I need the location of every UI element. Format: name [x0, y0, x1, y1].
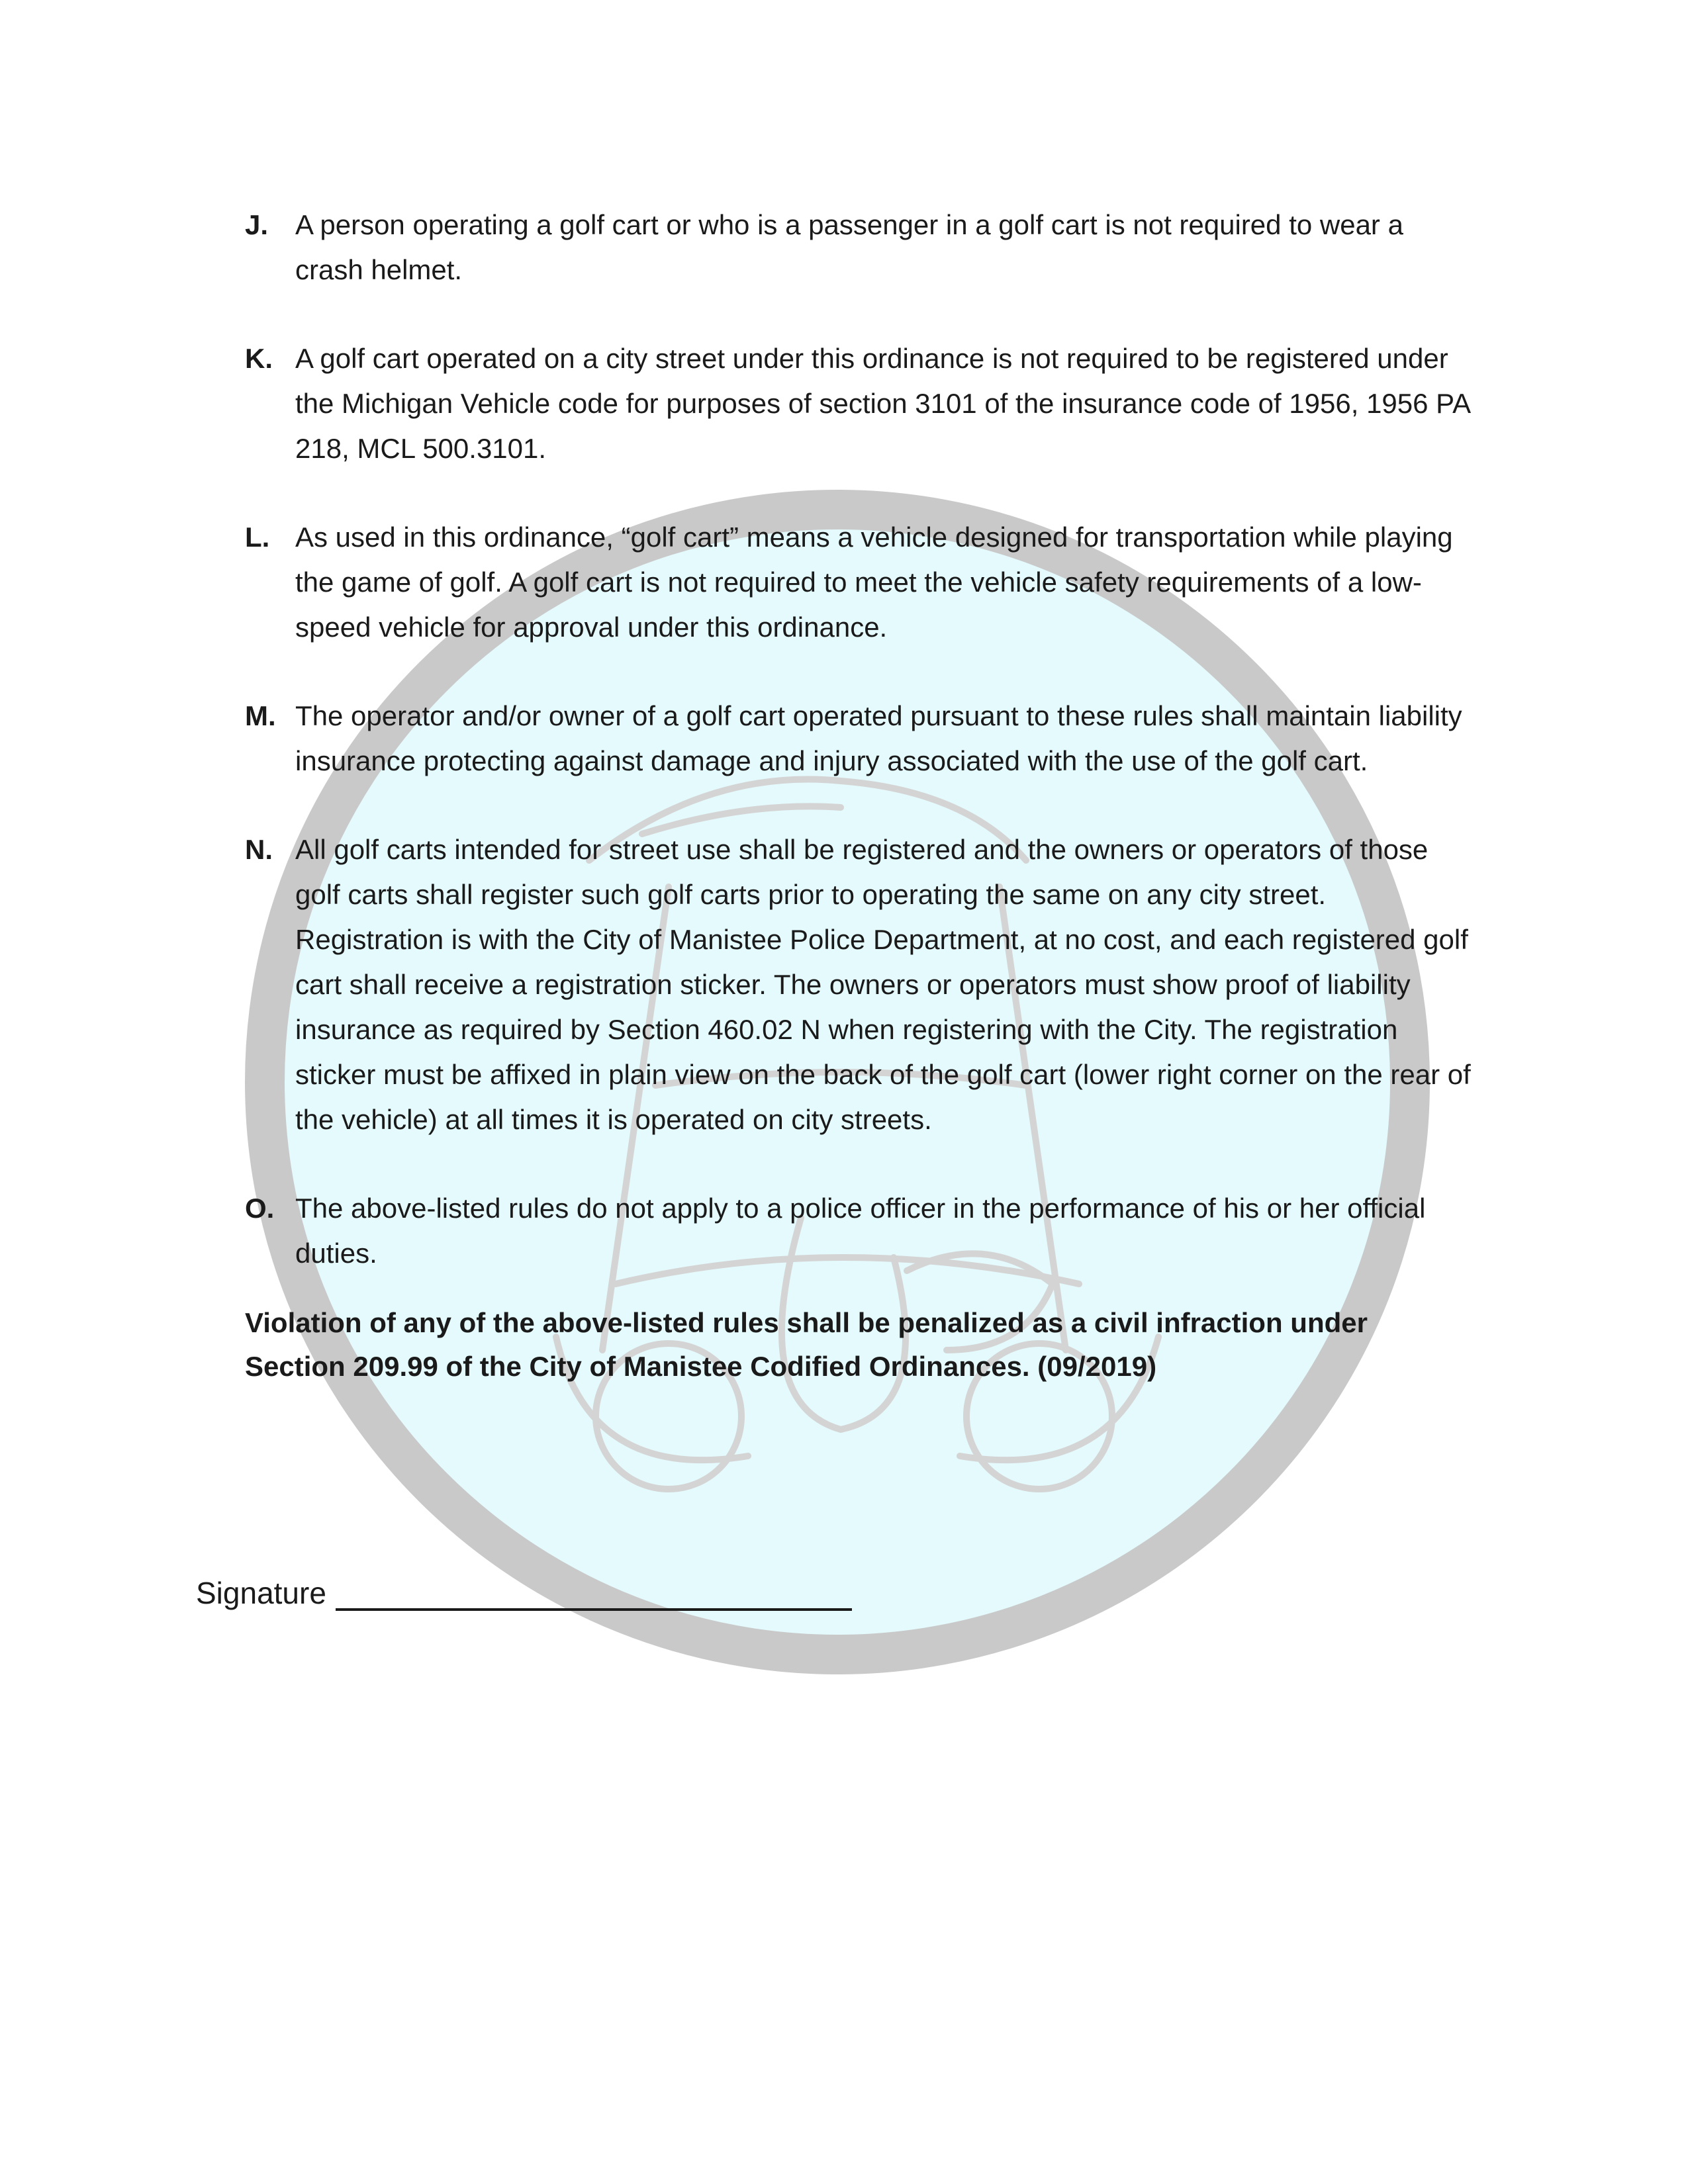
- rule-text: The operator and/or owner of a golf cart operated pursuant to these rules shall maintain liability insurance protecting against damage and injury associated with the use of the golf cart.: [295, 700, 1462, 776]
- rule-text: A golf cart operated on a city street under this ordinance is not required to be registered under the Michigan Vehicle code for purposes of section 3101 of the insurance code of 1956, 1956 PA 218, MCL 500.3101.: [295, 343, 1470, 464]
- rule-letter: K.: [245, 343, 273, 374]
- rule-m: [245, 694, 1489, 784]
- signature-line[interactable]: [336, 1582, 852, 1611]
- rule-letter: J.: [245, 209, 269, 240]
- rule-text: The above-listed rules do not apply to a police officer in the performance of his or her official duties.: [295, 1193, 1426, 1269]
- rule-letter: M.: [245, 700, 276, 731]
- rule-text: As used in this ordinance, “golf cart” means a vehicle designed for transportation while playing the game of golf. A golf cart is not required to meet the vehicle safety requirements of a low-speed vehicle for approval under this ordinance.: [295, 522, 1453, 643]
- rule-text: A person operating a golf cart or who is a passenger in a golf cart is not required to wear a crash helmet.: [295, 209, 1403, 285]
- signature-label: Signature: [196, 1576, 326, 1610]
- rule-l: [245, 515, 1489, 650]
- rule-text: All golf carts intended for street use shall be registered and the owners or operators of those golf carts shall register such golf carts prior to operating the same on any city street. Registration is with the City of Manistee Police Department, at no cost, and each registered golf cart shall receive a registration sticker. The owners or operators must show proof of liability insurance as required by Section 460.02 N when registering with the City. The registration sticker must be affixed in plain view on the back of the golf cart (lower right corner on the rear of the vehicle) at all times it is operated on city streets.: [295, 834, 1471, 1135]
- signature-block: [196, 1575, 852, 1611]
- rule-o: [245, 1186, 1489, 1276]
- rule-letter: O.: [245, 1193, 275, 1224]
- rules-list: [245, 203, 1489, 1388]
- rule-k: [245, 336, 1489, 471]
- rule-letter: N.: [245, 834, 273, 865]
- rule-letter: L.: [245, 522, 270, 553]
- rule-n: [245, 827, 1489, 1142]
- violation-notice: Violation of any of the above-listed rules shall be penalized as a civil infraction under Section 209.99 of the City of Manistee Codified Ordinances. (09/2019): [245, 1307, 1368, 1382]
- rule-j: [245, 203, 1489, 293]
